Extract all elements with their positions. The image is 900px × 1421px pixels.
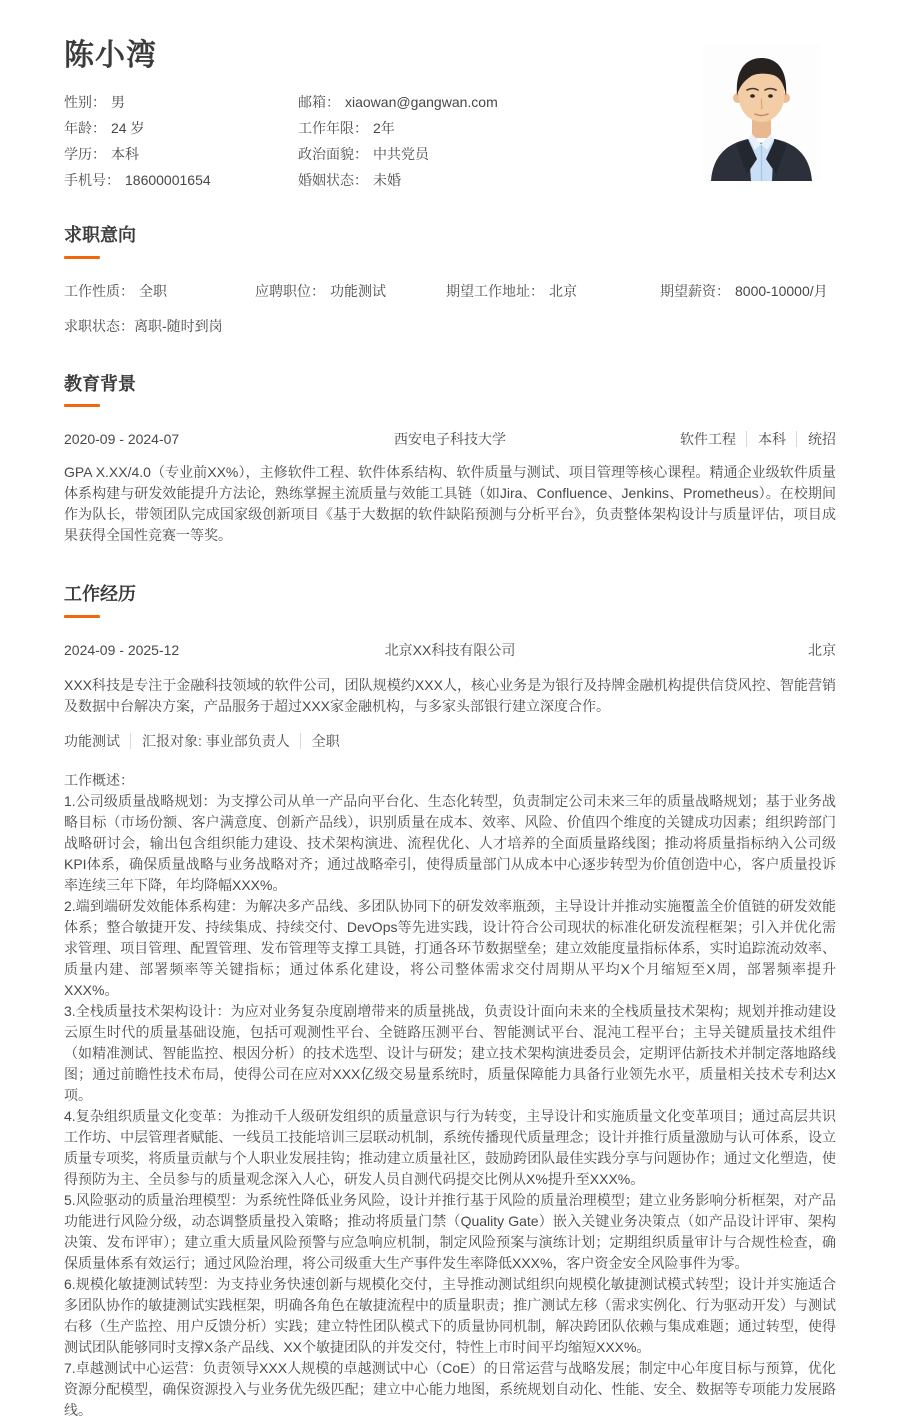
field-phone: 手机号： 18600001654 [64, 172, 211, 188]
section-job-intention [64, 225, 836, 336]
field-expected-location: 期望工作地址： 北京 [446, 282, 577, 299]
work-location: 北京 [808, 641, 836, 658]
section-title-underline [64, 404, 100, 407]
field-age: 年龄： 24 岁 [64, 120, 145, 136]
work-detail-item: 3.全栈质量技术架构设计：为应对业务复杂度剧增带来的质量挑战，负责设计面向未来的全栈质量技术架构；规划并推动建设云原生时代的质量基础设施，包括可观测性平台、全链路压测平台、智能测试平台、混沌工程平台；主导关键质量技术组件（如精准测试、智能监控、根因分析）的技术选型、设计与研发；建立技术架构演进委员会，定期评估新技术并制定落地路线图；通过前瞻性技术布局，使得公司在应对XXX亿级交易量系统时，质量保障能力具备行业领先水平，质量相关技术专利达X项。 [64, 1002, 836, 1103]
education-description: GPA X.XX/4.0（专业前XX%），主修软件工程、软件体系结构、软件质量与测试、项目管理等核心课程。精通企业级软件质量体系构建与研发效能提升方法论，熟练掌握主流质量与效能工具链（如Jira、Confluence、Jenkins、Prometheus）。在校期间作为队长，带领团队完成国家级创新项目《基于大数据的软件缺陷预测与分析平台》，负责整体架构设计与质量评估，项目成果获得全国性竞赛一等奖。 [64, 464, 836, 544]
portrait-illustration [703, 44, 820, 181]
section-title: 工作经历 [64, 584, 136, 605]
company-intro: XXX科技是专注于金融科技领域的软件公司，团队规模约XXX人，核心业务是为银行及持牌金融机构提供信贷风控、智能营销及数据中台解决方案，产品服务于超过XXX家金融机构，与多家头部银行建立深度合作。 [64, 676, 836, 714]
profile-info-grid [64, 95, 624, 187]
field-work-years: 工作年限： 2年 [298, 120, 395, 136]
education-degree: 本科 [746, 431, 786, 447]
position-title: 功能测试 [64, 732, 120, 749]
work-detail-item: 5.风险驱动的质量治理模型：为系统性降低业务风险，设计并推行基于风险的质量治理模型；建立业务影响分析框架，对产品功能进行风险分级，动态调整质量投入策略；推动将质量门禁（Quality Gate）嵌入关键业务决策点（如产品设计评审、架构决策、发布评审）；建立重大质量风险预警与应急响应机制，制定风险预案与演练计划；定期组织质量审计与合规性检查，确保质量体系有效运行；通过风险治理，将公司级重大生产事件发生率降低XXX%，客户资金安全风险事件为零。 [64, 1191, 836, 1271]
work-detail-item: 7.卓越测试中心运营：负责领导XXX人规模的卓越测试中心（CoE）的日常运营与战略发展；制定中心年度目标与预算，优化资源分配模型，确保资源投入与业务优先级匹配；建立中心能力地图，系统规划自动化、性能、安全、数据等专项能力发展路线。 [64, 1359, 836, 1418]
work-meta-row [64, 640, 836, 660]
education-admission-type: 统招 [796, 431, 836, 447]
work-detail-item: 1.公司级质量战略规划：为支撑公司从单一产品向平台化、生态化转型，负责制定公司未来三年的质量战略规划；基于业务战略目标（市场份额、客户满意度、创新产品线），识别质量在成本、效率、风险、价值四个维度的关键成功因素；组织跨部门战略研讨会，输出包含组织能力建设、技术架构演进、流程优化、人才培养的全面质量路线图；推动将质量指标纳入公司级KPI体系，确保质量战略与业务战略对齐；通过战略牵引，使得质量部门从成本中心逐步转型为价值创造中心，客户质量投诉率连续三年下降，年均降幅XXX%。 [64, 792, 836, 893]
work-company: 北京XX科技有限公司 [384, 641, 516, 658]
field-email: 邮箱： xiaowan@gangwan.com [298, 94, 498, 110]
field-degree: 学历： 本科 [64, 146, 139, 162]
field-expected-salary: 期望薪资： 8000-10000/月 [660, 282, 828, 299]
section-education [64, 374, 836, 547]
work-period: 2024-09 - 2025-12 [64, 641, 180, 658]
education-meta-row [64, 429, 836, 449]
candidate-name: 陈小湾 [64, 39, 157, 72]
job-intention-body [64, 281, 836, 336]
field-job-status: 求职状态：离职-随时到岗 [64, 317, 223, 334]
field-position-applied: 应聘职位： 功能测试 [255, 282, 386, 299]
field-political-status: 政治面貌： 中共党员 [298, 146, 429, 162]
field-gender: 性别： 男 [64, 94, 125, 110]
field-marital-status: 婚姻状态： 未婚 [298, 172, 401, 188]
profile-photo [703, 44, 820, 181]
section-title: 求职意向 [64, 225, 136, 245]
work-detail-item: 2.端到端研发效能体系构建：为解决多产品线、多团队协同下的研发效率瓶颈，主导设计并推动实施覆盖全价值链的研发效能体系；整合敏捷开发、持续集成、持续交付、DevOps等先进实践，设计符合公司现状的标准化研发流程框架；引入并优化需求管理、项目管理、配置管理、发布管理等支撑工具链，打通各环节数据壁垒；建立效能度量指标体系，实时追踪流动效率、质量内建、部署频率等关键指标；通过体系化建设，将公司整体需求交付周期从平均X个月缩短至X周，部署频率提升XXX%。 [64, 897, 836, 998]
education-tags [616, 429, 836, 449]
education-body [64, 429, 836, 546]
section-title-underline [64, 615, 100, 618]
reporting-line: 汇报对象: 事业部负责人 [130, 733, 290, 749]
education-period: 2020-09 - 2024-07 [64, 431, 180, 448]
employment-type: 全职 [300, 733, 340, 749]
section-title: 教育背景 [64, 373, 136, 394]
education-major: 软件工程 [680, 431, 736, 448]
profile-header [64, 38, 836, 187]
position-tags [64, 731, 836, 751]
section-title-underline [64, 256, 100, 259]
work-detail-item: 4.复杂组织质量文化变革：为推动千人级研发组织的质量意识与行为转变，主导设计和实施质量文化变革项目；通过高层共识工作坊、中层管理者赋能、一线员工技能培训三层联动机制，系统传播现代质量理念；设计并推行质量激励与认可体系，设立质量专项奖，将质量贡献与个人职业发展挂钩；推动建立质量社区，鼓励跨团队最佳实践分享与问题协作；通过文化塑造，使得预防为主、全员参与的质量观念深入人心，研发人员自测代码提交比例从X%提升至XXX%。 [64, 1107, 836, 1187]
field-job-type: 工作性质： 全职 [64, 282, 167, 299]
education-school: 西安电子科技大学 [394, 431, 506, 448]
work-overview-label: 工作概述： [64, 771, 134, 788]
work-body [64, 640, 836, 1421]
work-detail-item: 6.规模化敏捷测试转型：为支持业务快速创新与规模化交付，主导推动测试组织向规模化敏捷测试模式转型；设计并实施适合多团队协作的敏捷测试实践框架，明确各角色在敏捷流程中的质量职责；推广测试左移（需求实例化、行为驱动开发）与测试右移（生产监控、用户反馈分析）实践；建立特性团队模式下的质量协同机制，解决跨团队依赖与集成难题；通过转型，使得测试团队能够同时支撑X条产品线、XX个敏捷团队的并发交付，特性上市时间平均缩短XXX%。 [64, 1275, 836, 1355]
job-intention-row [64, 281, 836, 301]
section-work-experience [64, 584, 836, 1421]
